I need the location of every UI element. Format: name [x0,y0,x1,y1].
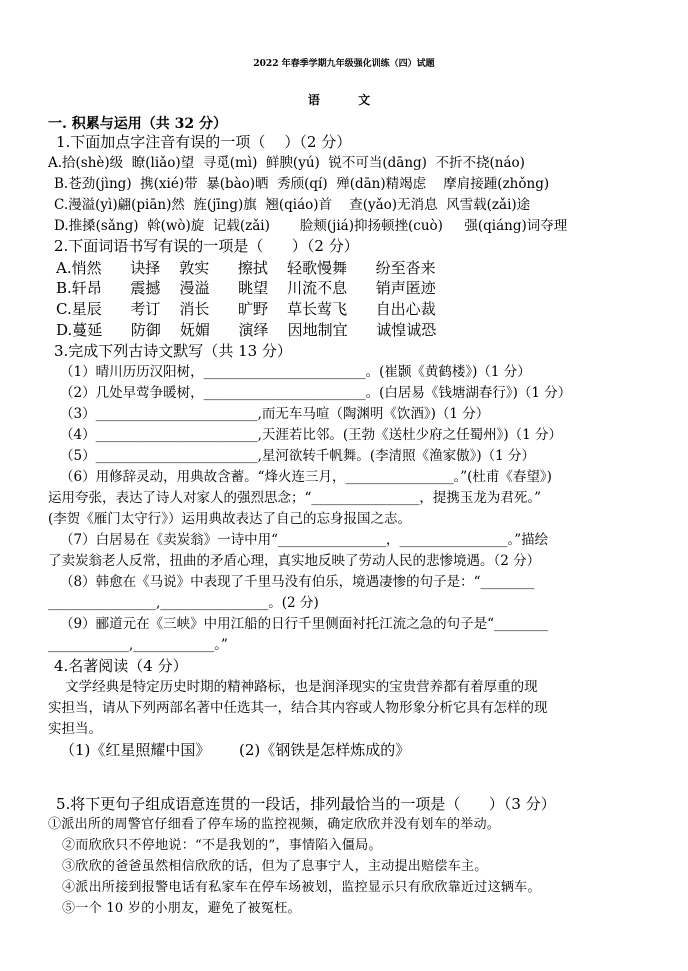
question-3-line: （4）________________________,天涯若比邻。(王勃《送杜少府之任蜀州》)（1 分） [60,427,563,443]
exam-title: 2022 年春季学期九年级强化训练（四）试题 [253,59,435,69]
question-1-stem: 1.下面加点字注音有误的一项（ ）（2 分） [56,133,352,151]
question-3-line: 了卖炭翁老人反常，扭曲的矛盾心理，真实地反映了劳动人民的悲惨境遇。（2 分） [48,553,541,569]
question-5-stem: 5.将下更句子组成语意连贯的一段话，排列最恰当的一项是（ ）（3 分） [56,795,556,813]
question-3-line: （3）________________________,而无车马喧（陶渊明《饮酒》)（1 分） [60,406,490,422]
question-4-choices: （1)《红星照耀中国》 (2)《钢铁是怎样炼成的》 [60,741,411,759]
question-3-line: （9）郦道元在《三峡》中用江船的日行千里侧面衬托江流之急的句子是“________ [60,616,548,632]
question-4-paragraph: 实担当，请从下列两部名著中任选其一，结合其内容或人物形象分析它具有怎样的现 [48,700,548,716]
question-5-item: ①派出所的周警官仔细看了停车场的监控视频，确定欣欣并没有划车的举动。 [48,817,501,832]
question-3-stem: 3.完成下列古诗文默写（共 13 分） [54,342,292,360]
question-3-line: （7）白居易在《卖炭翁》一诗中用“________________，________________。”描绘 [60,532,549,548]
question-5-item: ③欣欣的爸爸虽然相信欣欣的话，但为了息事宁人，主动提出赔偿车主。 [62,859,488,874]
question-3-line: （6）用修辞灵动，用典故含蓄。“烽火连三月，________________。”(杜甫《春望》) [60,469,552,485]
question-2-option-c: C.星辰 考订 消长 旷野 草长莺飞 自出心裁 [56,300,436,318]
question-2-option-d: D.蔓延 防御 妩媚 演绎 因地制宜 诚惶诚恐 [56,321,437,339]
question-3-line: ____________,____________。” [48,637,228,653]
section-heading: 一. 积累与运用（共 32 分） [48,116,227,132]
question-5-item: ②而欣欣只不停地说：“不是我划的”，事情陷入僵局。 [62,838,382,853]
question-5-item: ④派出所接到报警电话有私家车在停车场被划，监控显示只有欣欣靠近过这辆车。 [62,880,541,895]
question-1-option-c: C.漫溢(yì)翩(piān)然 旌(jīng)旗 翘(qiáo)首 查(yǎo)无消息 风雪载(zǎi)途 [54,197,531,213]
question-3-line: （8）韩愈在《马说》中表现了千里马没有伯乐，境遇凄惨的句子是：“________ [60,574,535,590]
question-2-option-a: A.悄然 诀择 敦实 擦拭 轻歌慢舞 纷至沓来 [56,259,436,277]
question-1-option-d: D.推搡(sǎng) 斡(wò)旋 记载(zǎi) 脸颊(jiá)抑扬顿挫(cuò) 强(qiáng)词夺理 [54,218,568,234]
question-3-line: (李贺《雁门太守行》）运用典故表达了自己的忘身报国之志。 [48,511,412,527]
question-3-line: 运用夸张，表达了诗人对家人的强烈思念；“________________，提携玉龙为君死。” [48,490,542,506]
question-1-option-b: B.苍劲(jìng) 携(xié)带 暴(bào)晒 秀颀(qí) 殚(dān)精竭虑 摩肩接踵(zhǒng) [54,176,550,192]
question-4-paragraph: 实担当。 [48,721,102,737]
question-4-stem: 4.名著阅读（4 分） [54,657,188,675]
question-3-line: （2）几处早莺争暖树，________________________。(白居易《钱塘湖春行》)（1 分） [60,385,572,401]
question-2-option-b: B.轩昂 震撼 漫溢 眺望 川流不息 销声匿迹 [56,279,436,297]
subject-title: 语 文 [307,93,381,107]
question-1-option-a: A.拾(shè)级 瞭(liǎo)望 寻觅(mì) 鲜腴(yú) 锐不可当(dāng) 不折不挠(náo) [48,155,525,171]
question-3-line: （1）晴川历历汉阳树，________________________。(崔颢《黄鹤楼》)（1 分） [60,364,531,380]
question-3-line: （5）________________________,星河欲转千帆舞。(李清照《渔家傲》)（1 分） [60,448,536,464]
question-3-line: ________________,________________。(2 分) [48,595,319,611]
question-5-item: ⑤一个 10 岁的小朋友，避免了被冤枉。 [62,901,301,916]
question-2-stem: 2.下面词语书写有误的一项是（ ）（2 分） [54,237,359,255]
question-4-paragraph: 文学经典是特定历史时期的精神路标，也是润泽现实的宝贵营养都有着厚重的现 [48,679,538,695]
